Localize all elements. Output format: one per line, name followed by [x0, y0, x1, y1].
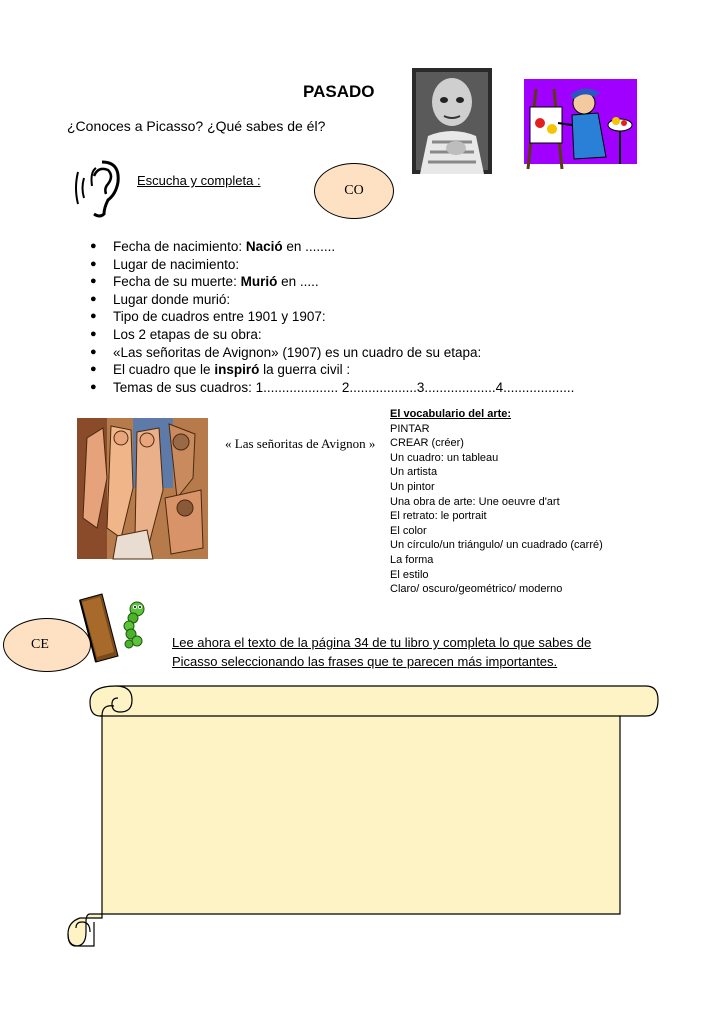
ce-badge-label: CE	[31, 637, 49, 652]
list-item: La forma	[390, 553, 434, 566]
intro-question: ¿Conoces a Picasso? ¿Qué sabes de él?	[67, 118, 326, 134]
avignon-painting	[77, 418, 208, 559]
list-item: Un cuadro: un tableau	[390, 451, 499, 464]
reading-instruction	[172, 633, 647, 671]
ear-icon	[72, 158, 122, 220]
reading-instruction-line-1: Lee ahora el texto de la página 34 de tu libro y completa lo que sabes de	[172, 635, 592, 650]
list-item: ● Temas de sus cuadros: 1.................... 2..................3...................4...................	[90, 379, 574, 397]
list-item: Un pintor	[390, 480, 435, 493]
list-item: El retrato: le portrait	[390, 510, 487, 523]
vocabulary-heading: El vocabulario del arte:	[390, 408, 512, 420]
list-item: CREAR (créer)	[390, 437, 464, 450]
vocabulary-list	[390, 407, 603, 597]
painting-caption: « Las señoritas de Avignon »	[225, 436, 376, 451]
list-item: Un círculo/un triángulo/ un cuadrado (carré)	[390, 539, 603, 552]
co-badge-label: CO	[344, 183, 364, 198]
list-item: Una obra de arte: Une oeuvre d'art	[390, 495, 560, 508]
list-item: ● El cuadro que le inspiró la guerra civil :	[90, 361, 574, 379]
list-item: ● Los 2 etapas de su obra:	[90, 326, 574, 344]
ce-badge	[3, 618, 91, 672]
worm-icon	[117, 600, 149, 650]
list-item: PINTAR	[390, 422, 430, 435]
painter-cartoon	[524, 79, 637, 174]
co-badge	[314, 163, 394, 219]
picasso-photo	[412, 68, 492, 174]
listening-questions	[90, 238, 574, 396]
list-item: ● Lugar de nacimiento:	[90, 256, 574, 274]
scroll-writing-area[interactable]	[66, 682, 660, 952]
list-item: ● Fecha de nacimiento: Nació en ........	[90, 238, 574, 256]
page-title: PASADO	[303, 82, 375, 101]
list-item: ● Fecha de su muerte: Murió en .....	[90, 273, 574, 291]
list-item: El estilo	[390, 568, 429, 581]
listening-instruction: Escucha y completa :	[137, 173, 261, 188]
list-item: Un artista	[390, 466, 438, 479]
list-item: ● Tipo de cuadros entre 1901 y 1907:	[90, 308, 574, 326]
list-item: ● Lugar donde murió:	[90, 291, 574, 309]
reading-instruction-line-2: Picasso seleccionando las frases que te parecen más importantes.	[172, 654, 558, 669]
list-item: El color	[390, 524, 427, 537]
list-item: ● «Las señoritas de Avignon» (1907) es un cuadro de su etapa:	[90, 344, 574, 362]
list-item: Claro/ oscuro/geométrico/ moderno	[390, 583, 563, 596]
